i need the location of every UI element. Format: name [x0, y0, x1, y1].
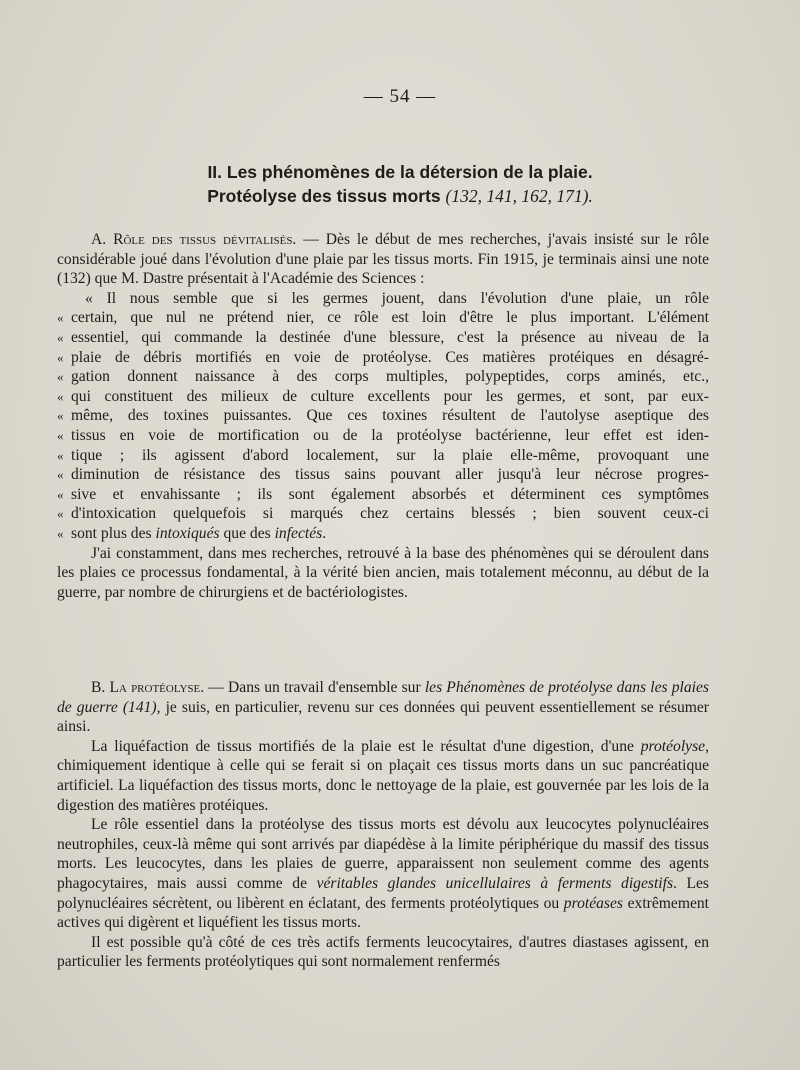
section-heading — [60, 160, 740, 208]
quote-text: que des — [219, 524, 275, 542]
section-a-intro: Dès le début de mes recherches, j'avais insisté sur le rôle considérable joué dans l'évolution d'une plaie par les tissus morts. Fin 1915, je terminais ainsi une note (132) que M. Dastre présentait à l'Académie des Sciences : — [57, 231, 709, 288]
quote-line: « tique ; ils agissent d'abord localement, sur la plaie elle-même, provoquant une — [57, 446, 709, 466]
section-b-paragraph-2 — [57, 737, 709, 815]
section-a-conclusion: J'ai constamment, dans mes recherches, retrouvé à la base des phénomènes qui se déroulent dans les plaies ce processus fondamental, à la vérité bien ancien, mais totalement méconnu, au début de la guerre, par nombre de chirurgiens et de bactériologistes. — [57, 544, 709, 601]
paragraph-text: La liquéfaction de tissus mortifiés de la plaie est le résultat d'une digestion, d'une — [91, 737, 641, 755]
quote-line: « qui constituent des milieux de culture excellents pour les germes, et sont, par eux- — [57, 387, 709, 407]
paragraph-emphasis: les Phénomènes de protéolyse dans les plaies de guerre (141), — [57, 679, 709, 716]
heading-title: Protéolyse des tissus morts — [207, 186, 441, 206]
quote-line: « sive et envahissante ; ils sont également absorbés et déterminent ces symptômes — [57, 485, 709, 505]
section-a-label: A. Rôle des tissus dévitalisés. — — [91, 231, 319, 248]
quote-line: « essentiel, qui commande la destinée d'une blessure, c'est la présence au niveau de la — [57, 328, 709, 348]
quote-text: . — [322, 524, 327, 542]
section-b-paragraph-3 — [57, 815, 709, 933]
heading-line-1: II. Les phénomènes de la détersion de la plaie. — [207, 162, 593, 182]
section-b-label: B. La protéolyse. — — [91, 679, 224, 696]
paragraph-text: . Les polynucléaires sécrètent, ou libèrent en éclatant, des ferments protéolytiques ou — [57, 874, 710, 912]
quote-line: « gation donnent naissance à des corps multiples, polypeptides, corps aminés, etc., — [57, 367, 709, 387]
quote-line: « même, des toxines puissantes. Que ces toxines résultent de l'autolyse aseptique des — [57, 406, 709, 426]
heading-line-2 — [60, 184, 740, 208]
section-b-paragraph-4: Il est possible qu'à côté de ces très actifs ferments leucocytaires, d'autres diastases agissent, en particulier les ferments protéolytiques qui sont normalement renfermés — [57, 933, 709, 971]
paragraph-text: , chimiquement identique à celle qui se ferait si on plaçait ces tissus morts dans un suc pancréatique artificiel. La liquéfaction des tissus morts, donc le nettoyage de la plaie, est gouvernée par les lois de la digestion des matières protéiques. — [57, 737, 709, 814]
paragraph-text: extrêmement actives qui digèrent et liquéfient les tissus morts. — [57, 894, 710, 932]
paragraph-emphasis: protéases — [563, 894, 623, 912]
paragraph-text: Dans un travail d'ensemble sur — [228, 679, 425, 696]
section-b — [57, 678, 709, 972]
quote-line: « tissus en voie de mortification ou de la protéolyse bactérienne, leur effet est iden- — [57, 426, 709, 446]
section-a — [57, 230, 709, 602]
quote-line: « diminution de résistance des tissus sains pouvant aller jusqu'à leur nécrose progres- — [57, 465, 709, 485]
quote-line: « d'intoxication quelquefois si marqués chez certains blessés ; bien souvent ceux-ci — [57, 504, 709, 524]
heading-references: (132, 141, 162, 171). — [445, 186, 593, 206]
paragraph-emphasis: protéolyse — [640, 737, 706, 755]
quote-line: « Il nous semble que si les germes jouent, dans l'évolution d'une plaie, un rôle — [85, 289, 709, 307]
section-b-intro-paragraph — [57, 678, 709, 737]
quote-emphasis: intoxiqués — [155, 524, 220, 542]
quote-line-last — [57, 524, 709, 544]
paragraph-emphasis: véritables glandes unicellulaires à ferments digestifs — [316, 874, 674, 892]
quotation — [57, 289, 709, 544]
quote-emphasis: infectés — [274, 524, 323, 542]
paragraph-text: Le rôle essentiel dans la protéolyse des tissus morts est dévolu aux leucocytes polynucléaires neutrophiles, ceux-là même qui sont arrivés par diapédèse à la limite périphérique du massif des tissus morts. Les leucocytes, dans les plaies de guerre, apparaissent non seulement comme des agents phagocytaires, mais aussi comme de — [57, 816, 709, 892]
quote-line: « plaie de débris mortifiés en voie de protéolyse. Ces matières protéiques en désagré- — [57, 348, 709, 368]
page-number: — 54 — — [363, 86, 437, 107]
quote-line: « certain, que nul ne prétend nier, ce rôle est loin d'être le plus important. L'élément — [57, 308, 709, 328]
paragraph-text: je suis, en particulier, revenu sur ces données qui peuvent essentiellement se résumer ainsi. — [57, 698, 709, 736]
quote-text: sont plus des — [71, 524, 156, 542]
section-a-intro-paragraph — [57, 230, 709, 289]
